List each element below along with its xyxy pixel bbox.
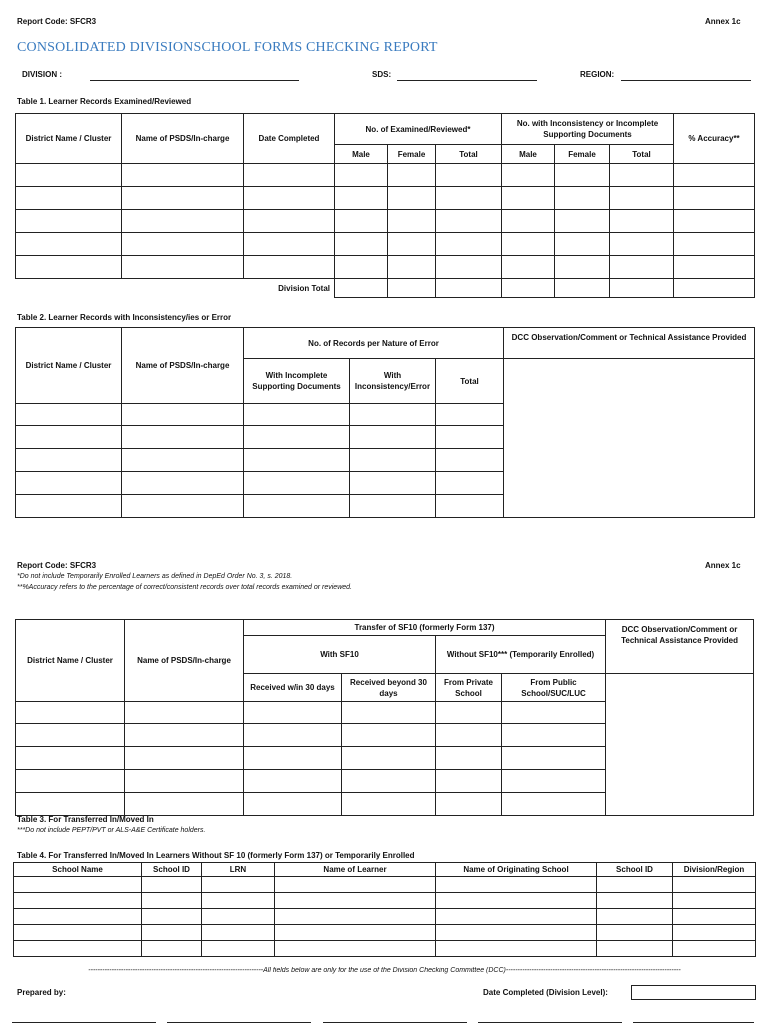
table-cell[interactable] [142,941,202,957]
table-cell[interactable] [16,233,122,256]
table-cell[interactable] [674,233,755,256]
table-cell[interactable] [122,256,244,279]
table-row [16,233,755,256]
table-cell[interactable] [275,925,436,941]
table-cell[interactable] [436,279,502,298]
table-row [14,909,756,925]
table-cell[interactable] [350,449,436,472]
table-cell[interactable] [436,877,597,893]
table-cell[interactable] [16,495,122,518]
t3-col-dcc: DCC Observation/Comment or Technical Assistance Provided [606,620,754,674]
table-cell[interactable] [436,256,502,279]
table-cell[interactable] [342,747,436,770]
table-cell[interactable] [436,925,597,941]
t3-sub-beyond30: Received beyond 30 days [342,674,436,702]
table-cell[interactable] [350,472,436,495]
table-cell[interactable] [14,877,142,893]
table-cell[interactable] [16,187,122,210]
table-cell[interactable] [502,279,555,298]
table-cell[interactable] [16,164,122,187]
division-total-label: Division Total [16,279,335,298]
table-cell[interactable] [342,702,436,724]
table-cell[interactable] [202,893,275,909]
table-cell[interactable] [436,449,504,472]
dcc-note: ---------------------------------------------------------------------------All fields below are only for the use of the Division Checking Committee (DCC)--------------------------------------------------------------------------- [88,967,681,974]
table-row [14,941,756,957]
table-cell[interactable] [335,187,388,210]
table-cell[interactable] [597,893,673,909]
table-cell[interactable] [122,495,244,518]
t3-sub-public: From Public School/SUC/LUC [502,674,606,702]
table-cell[interactable] [122,426,244,449]
t2-col-district: District Name / Cluster [16,328,122,404]
table-cell[interactable] [244,449,350,472]
table-cell[interactable] [122,449,244,472]
t1-col-date: Date Completed [244,114,335,164]
date-completed-label: Date Completed (Division Level): [483,988,608,997]
table-cell[interactable] [16,426,122,449]
table-row [16,256,755,279]
table-cell[interactable] [244,770,342,793]
t3-sub-w30: Received w/in 30 days [244,674,342,702]
table-cell[interactable] [202,909,275,925]
table-cell[interactable] [674,187,755,210]
table-cell[interactable] [555,256,610,279]
note-accuracy: **%Accuracy refers to the percentage of correct/consistent records over total records examined or reviewed. [17,584,352,591]
t3-col-district: District Name / Cluster [16,620,125,702]
table-cell[interactable] [244,495,350,518]
page2-report-code: Report Code: SFCR3 [17,561,97,570]
table-row [16,164,755,187]
t4-col-orig-school-id: School ID [597,863,673,877]
table-cell[interactable] [125,747,244,770]
table-cell[interactable] [673,909,756,925]
t3-col-psds: Name of PSDS/In-charge [125,620,244,702]
table-cell[interactable] [673,941,756,957]
t1-col-inconsistency: No. with Inconsistency or Incomplete Supporting Documents [502,114,674,145]
table-cell[interactable] [244,233,335,256]
table-cell[interactable] [610,210,674,233]
table-cell[interactable] [673,877,756,893]
signature-line[interactable] [323,1022,467,1023]
table-cell[interactable] [335,279,388,298]
t2-sub-incomplete: With Incomplete Supporting Documents [244,359,350,404]
table-cell[interactable] [555,210,610,233]
table-cell[interactable] [142,893,202,909]
table-cell[interactable] [244,793,342,816]
table-cell[interactable] [673,925,756,941]
table-cell[interactable] [388,164,436,187]
table-cell[interactable] [244,404,350,426]
table-cell[interactable] [244,210,335,233]
table-cell[interactable] [436,909,597,925]
table-cell[interactable] [122,404,244,426]
table-cell[interactable] [275,909,436,925]
table-cell[interactable] [350,404,436,426]
table-cell[interactable] [244,747,342,770]
signature-line[interactable] [12,1022,156,1023]
table-cell[interactable] [674,279,755,298]
table-cell[interactable] [335,256,388,279]
table-cell[interactable] [674,210,755,233]
table-cell[interactable] [436,495,504,518]
table-cell[interactable] [674,164,755,187]
table-cell[interactable] [16,256,122,279]
table-cell[interactable] [14,893,142,909]
t2-col-psds: Name of PSDS/In-charge [122,328,244,404]
table-cell[interactable] [125,770,244,793]
table4 [13,862,756,957]
signature-line[interactable] [478,1022,622,1023]
table3 [15,619,754,816]
note-pept: ***Do not include PEPT/PVT or ALS-A&E Certificate holders. [17,827,206,834]
t4-col-lrn: LRN [202,863,275,877]
table-cell[interactable] [122,210,244,233]
table-cell[interactable] [597,909,673,925]
table4-caption: Table 4. For Transferred In/Moved In Learners Without SF 10 (formerly Form 137) or Temporarily Enrolled [17,851,415,860]
table-cell[interactable] [14,925,142,941]
t1-col-accuracy: % Accuracy** [674,114,755,164]
table-cell[interactable] [555,164,610,187]
date-completed-field[interactable] [631,985,756,1000]
table-cell[interactable] [436,747,502,770]
table-cell[interactable] [342,793,436,816]
table-cell[interactable] [350,426,436,449]
table-cell[interactable] [275,877,436,893]
table-cell[interactable] [342,770,436,793]
table-cell[interactable] [502,702,606,724]
table-row [16,187,755,210]
division-field[interactable] [90,80,299,81]
t2-sub-inconsistency: With Inconsistency/Error [350,359,436,404]
table-cell[interactable] [125,702,244,724]
table-cell[interactable] [436,187,502,210]
t1-sub-female: Female [388,145,436,164]
table-cell[interactable] [244,256,335,279]
t2-col-nature: No. of Records per Nature of Error [244,328,504,359]
t1-col-psds: Name of PSDS/In-charge [122,114,244,164]
table-cell[interactable] [14,909,142,925]
table-cell[interactable] [502,210,555,233]
table-cell[interactable] [502,256,555,279]
table-cell[interactable] [610,279,674,298]
table-cell[interactable] [502,724,606,747]
table-cell[interactable] [244,472,350,495]
t3-dcc-comment-area[interactable] [606,674,754,816]
table-cell[interactable] [597,925,673,941]
t1-col-examined: No. of Examined/Reviewed* [335,114,502,145]
table-cell[interactable] [142,925,202,941]
division-label: DIVISION : [22,70,63,79]
t4-col-school-id: School ID [142,863,202,877]
table-row [14,877,756,893]
table-cell[interactable] [125,793,244,816]
page2-annex-label: Annex 1c [705,561,741,570]
table-cell[interactable] [16,770,125,793]
table-cell[interactable] [436,472,504,495]
t2-sub-total: Total [436,359,504,404]
table-cell[interactable] [436,233,502,256]
table-cell[interactable] [388,187,436,210]
table-cell[interactable] [16,210,122,233]
table-cell[interactable] [16,747,125,770]
table-cell[interactable] [610,187,674,210]
signature-line[interactable] [633,1022,754,1023]
table-cell[interactable] [16,702,125,724]
table-cell[interactable] [244,724,342,747]
table-cell[interactable] [436,893,597,909]
table-cell[interactable] [555,279,610,298]
table-cell[interactable] [122,164,244,187]
t3-col-transfer: Transfer of SF10 (formerly Form 137) [244,620,606,636]
table-cell[interactable] [436,793,502,816]
table-row [16,210,755,233]
region-label: REGION: [580,70,615,79]
table-cell[interactable] [502,770,606,793]
table-cell[interactable] [436,724,502,747]
table-cell[interactable] [436,404,504,426]
table-cell[interactable] [244,164,335,187]
table-cell[interactable] [597,941,673,957]
table2-caption: Table 2. Learner Records with Inconsistency/ies or Error [17,313,232,322]
table-cell[interactable] [16,449,122,472]
table-cell[interactable] [350,495,436,518]
t1-sub-total: Total [436,145,502,164]
table-cell[interactable] [122,233,244,256]
t3-sub-private: From Private School [436,674,502,702]
table-cell[interactable] [142,909,202,925]
table-cell[interactable] [673,893,756,909]
t4-col-school-name: School Name [14,863,142,877]
table-cell[interactable] [142,877,202,893]
table3-caption: Table 3. For Transferred In/Moved In [17,815,154,824]
table-cell[interactable] [244,187,335,210]
sds-field[interactable] [397,80,537,81]
table-cell[interactable] [122,472,244,495]
table-row [14,925,756,941]
table-cell[interactable] [388,279,436,298]
t2-col-dcc: DCC Observation/Comment or Technical Assistance Provided [504,328,755,359]
table-cell[interactable] [436,702,502,724]
table-row [14,893,756,909]
prepared-by-label: Prepared by: [17,988,66,997]
table-cell[interactable] [335,233,388,256]
table-cell[interactable] [555,233,610,256]
table-cell[interactable] [597,877,673,893]
table-cell[interactable] [610,164,674,187]
table-cell[interactable] [555,187,610,210]
t1-sub-total-2: Total [610,145,674,164]
table-cell[interactable] [335,210,388,233]
table-cell[interactable] [436,770,502,793]
table-cell[interactable] [674,256,755,279]
table-cell[interactable] [502,187,555,210]
table-cell[interactable] [202,941,275,957]
table-cell[interactable] [16,724,125,747]
table-cell[interactable] [388,256,436,279]
table-cell[interactable] [436,941,597,957]
t1-sub-female-2: Female [555,145,610,164]
region-field[interactable] [621,80,751,81]
table-cell[interactable] [244,426,350,449]
table-cell[interactable] [125,724,244,747]
t1-sub-male-2: Male [502,145,555,164]
t3-sub-without: Without SF10*** (Temporarily Enrolled) [436,636,606,674]
table-cell[interactable] [610,256,674,279]
signature-line[interactable] [167,1022,311,1023]
table-cell[interactable] [16,472,122,495]
sds-label: SDS: [372,70,392,79]
table-cell[interactable] [122,187,244,210]
table-cell[interactable] [436,426,504,449]
table-cell[interactable] [610,233,674,256]
table-cell[interactable] [436,210,502,233]
table-cell[interactable] [502,233,555,256]
table-cell[interactable] [275,941,436,957]
table-cell[interactable] [502,793,606,816]
report-code: Report Code: SFCR3 [17,17,97,26]
table-cell[interactable] [335,164,388,187]
t3-sub-with: With SF10 [244,636,436,674]
t1-col-district: District Name / Cluster [16,114,122,164]
table-cell[interactable] [502,164,555,187]
table1 [15,113,755,298]
note-temporarily-enrolled: *Do not include Temporarily Enrolled Learners as defined in DepEd Order No. 3, s. 2018. [17,573,293,580]
table-cell[interactable] [14,941,142,957]
table-cell[interactable] [436,164,502,187]
table-cell[interactable] [342,724,436,747]
table1-caption: Table 1. Learner Records Examined/Reviewed [17,97,192,106]
table-cell[interactable] [388,233,436,256]
table-cell[interactable] [202,877,275,893]
table-cell[interactable] [244,702,342,724]
t4-col-learner-name: Name of Learner [275,863,436,877]
t2-dcc-comment-area[interactable] [504,359,755,518]
table-cell[interactable] [502,747,606,770]
annex-label: Annex 1c [705,17,741,26]
table-cell[interactable] [16,793,125,816]
t4-col-originating-school: Name of Originating School [436,863,597,877]
t4-col-division-region: Division/Region [673,863,756,877]
page-title: CONSOLIDATED DIVISIONSCHOOL FORMS CHECKING REPORT [17,40,438,55]
table-cell[interactable] [388,210,436,233]
table2 [15,327,755,518]
table-cell[interactable] [202,925,275,941]
t1-sub-male: Male [335,145,388,164]
table-cell[interactable] [275,893,436,909]
table-cell[interactable] [16,404,122,426]
